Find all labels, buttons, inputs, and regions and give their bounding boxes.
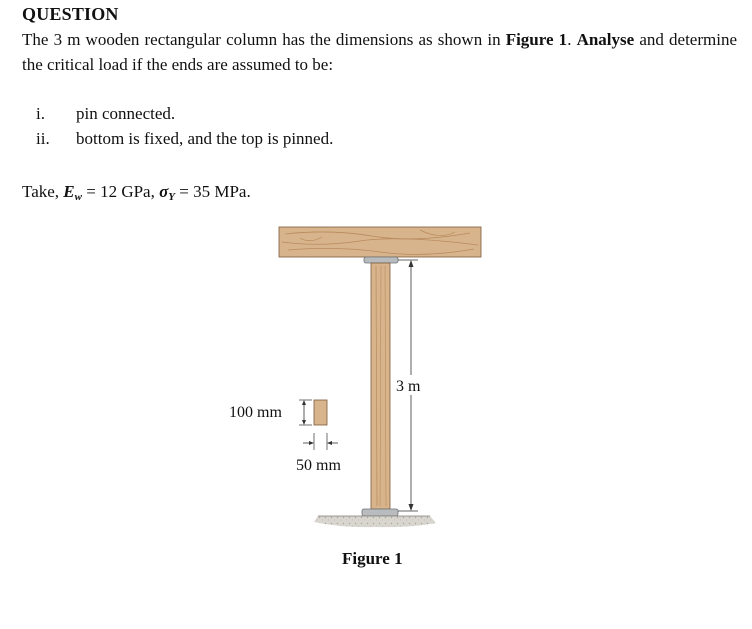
question-heading: QUESTION (22, 4, 119, 24)
sigma-value: = 35 MPa. (175, 182, 251, 201)
arrowhead-up (302, 400, 306, 405)
cross-section (229, 400, 341, 474)
arrowhead-up (409, 260, 414, 267)
length-dimension (396, 260, 421, 511)
bottom-plate (362, 509, 398, 516)
take-label: Take, (22, 182, 64, 201)
list-text: bottom is fixed, and the top is pinned. (76, 129, 334, 148)
figure-caption: Figure 1 (342, 549, 403, 568)
arrowhead-left (327, 441, 332, 445)
ground-texture (314, 516, 436, 527)
top-pin-plate (364, 257, 398, 263)
top-beam (279, 227, 481, 257)
list-marker: ii. (36, 129, 50, 148)
cross-section-rect (314, 400, 327, 425)
arrowhead-right (309, 441, 314, 445)
ground (314, 516, 436, 527)
arrowhead-down (409, 504, 414, 511)
question-text-post: and determine the critical load if the ends are assumed to be: (22, 30, 737, 74)
sigma-symbol: σ (159, 182, 169, 201)
sigma-subscript: Y (168, 191, 176, 203)
list-text: pin connected. (76, 104, 176, 123)
question-text-pre: The 3 m wooden rectangular column has the dimensions as shown in (22, 30, 506, 49)
width-label: 50 mm (296, 457, 341, 474)
e-value: = 12 GPa, (81, 182, 160, 201)
analyse-word: Analyse (576, 30, 635, 49)
e-subscript: w (74, 191, 82, 203)
wooden-column (371, 263, 390, 509)
height-label: 100 mm (229, 404, 282, 421)
question-text-mid: . (567, 30, 577, 49)
arrowhead-down (302, 420, 306, 425)
length-label: 3 m (396, 378, 421, 395)
list-marker: i. (36, 104, 45, 123)
figure-reference: Figure 1 (505, 30, 568, 49)
e-symbol: E (63, 182, 75, 201)
